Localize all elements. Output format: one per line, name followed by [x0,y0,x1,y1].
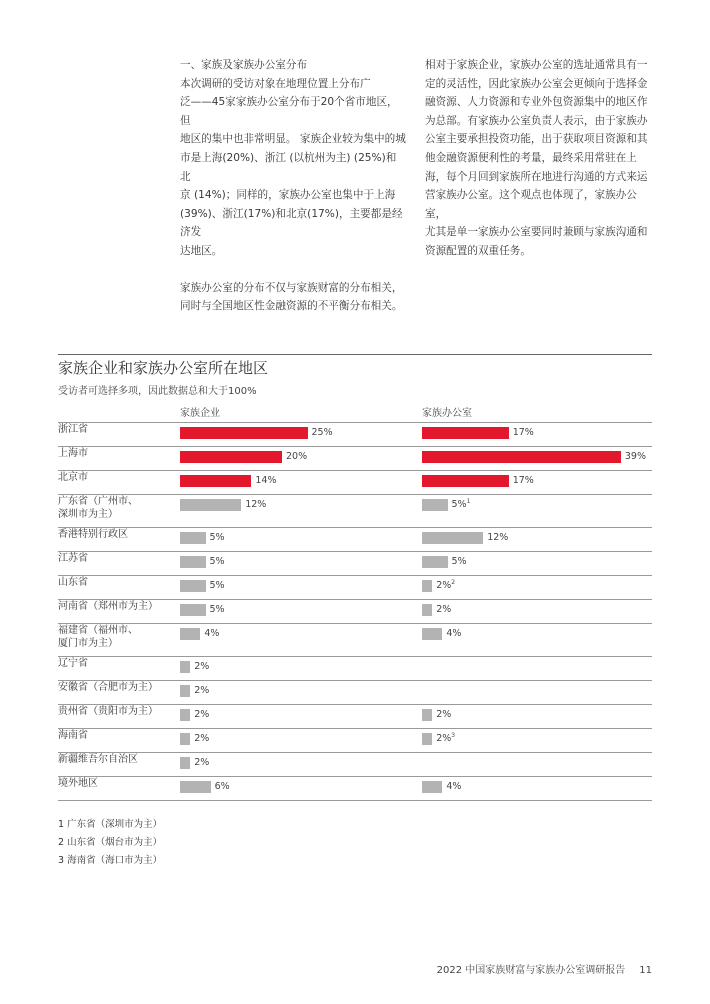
bar-family-office [422,709,432,721]
bar-family-business [180,580,206,592]
value-text: 2% [194,757,210,768]
value-label-family-business [215,781,230,793]
bar-family-business [180,685,190,697]
intro-left-column [180,56,406,316]
category-label: 境外地区 [58,778,98,789]
chart-row [58,575,652,599]
bar-family-business [180,709,190,721]
value-label-family-business [245,499,266,511]
series-header-family-office: 家族办公室 [422,408,472,419]
category-label: 山东省 [58,577,88,588]
bar-family-business [180,781,211,793]
value-text: 12% [245,499,267,510]
footnote-marker: 2 [451,579,456,586]
category-label: 江苏省 [58,553,88,564]
value-text: 5% [209,604,225,615]
value-text: 39% [624,451,647,462]
value-text: 5% [451,556,467,567]
chart-row [58,422,652,446]
category-label: 新疆维吾尔自治区 [58,754,138,765]
bar-family-business [180,475,251,487]
chart-row [58,527,652,551]
bar-family-business [180,556,206,568]
value-text: 4% [204,628,220,639]
value-text: 6% [214,781,230,792]
category-label: 上海市 [58,448,88,459]
footer-title: 2022 中国家族财富与家族办公室调研报告 [436,965,626,976]
intro-paragraph-3: 相对于家族企业，家族办公室的选址通常具有一 定的灵活性，因此家族办公室会更倾向于选择金 融资源、人力资源和专业外包资源集中的地区作 为总部。有家族办公室负责人表示，由于家族办 公室主要承担投资功能，出于获取项目资源和其 他金融资源便利性的考量，最终采用常驻在上 海，每个月回到家族所在地进行沟通的方式来运 营家族办公室。这个观点也体现了，家族办公室， 尤其是单一家族办公室要同时兼顾与家族沟通和 资源配置的双重任务。 [425,59,648,257]
chart-row [58,752,652,776]
value-label-family-office [625,451,646,463]
value-label-family-business [210,580,225,592]
value-label-family-office [436,604,451,616]
page-footer [437,961,652,976]
chart-row [58,470,652,494]
intro-paragraph-1: 本次调研的受访对象在地理位置上分布广 泛——45家家族办公室分布于20个省市地区，但 地区的集中也非常明显。 家族企业较为集中的城 市是上海(20%)、浙江 (以杭州为主) (25%)和北 京 (14%)；同样的，家族办公室也集中于上海 (39%)、浙江(17%)和北京(17%)，主要都是经济发 达地区。 [180,77,406,257]
value-text: 4% [446,628,462,639]
value-label-family-business [255,475,276,487]
chart-row [58,776,652,801]
value-text: 12% [487,532,509,543]
bar-family-office [422,451,621,463]
value-text: 2% [194,661,210,672]
footnotes [58,816,162,870]
bar-family-office [422,628,442,640]
chart-row [58,551,652,575]
value-text: 2% [436,733,452,744]
value-label-family-office [446,628,461,640]
footnote-1: 1 广东省（深圳市为主） [58,819,163,830]
value-text: 5% [209,532,225,543]
section-heading: 一、家族及家族办公室分布 [180,59,308,71]
value-label-family-business [210,532,225,544]
chart-column-headers [58,404,652,422]
value-label-family-business [286,451,307,463]
chart-rows [58,422,652,801]
chart-row [58,623,652,656]
category-label: 河南省（郑州市为主） [58,601,158,612]
category-label: 福建省（福州市、 厦门市为主） [58,625,138,649]
value-label-family-business [194,661,209,673]
value-label-family-office [446,781,461,793]
chart-subtitle: 受访者可选择多项，因此数据总和大于100% [58,386,257,397]
value-text: 17% [512,427,534,438]
page-number: 11 [639,965,652,976]
value-text: 5% [209,556,225,567]
value-label-family-business [204,628,219,640]
value-label-family-office [452,556,467,568]
category-label: 浙江省 [58,424,88,435]
bar-family-business [180,661,190,673]
category-label: 北京市 [58,472,88,483]
bar-family-office [422,475,509,487]
intro-right-column [425,56,653,261]
category-label: 安徽省（合肥市为主） [58,682,158,693]
bar-family-office [422,580,432,592]
bar-family-office [422,781,442,793]
value-label-family-office [452,499,471,511]
value-label-family-office [436,709,451,721]
value-label-family-business [194,757,209,769]
value-label-family-business [194,733,209,745]
chart-row [58,599,652,623]
value-text: 2% [436,604,452,615]
chart-row [58,704,652,728]
value-text: 2% [436,580,452,591]
value-label-family-business [312,427,333,439]
bar-family-business [180,604,206,616]
value-text: 14% [255,475,277,486]
value-text: 25% [311,427,333,438]
value-label-family-business [210,604,225,616]
bar-family-office [422,733,432,745]
footnote-marker: 3 [451,732,456,739]
bar-family-business [180,733,190,745]
value-text: 4% [446,781,462,792]
value-text: 17% [512,475,534,486]
value-label-family-business [210,556,225,568]
value-label-family-business [194,685,209,697]
bar-family-office [422,556,448,568]
chart-title: 家族企业和家族办公室所在地区 [58,354,652,379]
chart-row [58,680,652,704]
chart-row [58,656,652,680]
value-label-family-office [436,580,455,592]
value-label-family-office [513,475,534,487]
value-text: 2% [194,685,210,696]
category-label: 广东省（广州市、 深圳市为主） [58,496,138,520]
footnote-marker: 1 [466,498,471,505]
bar-family-office [422,604,432,616]
value-label-family-office [513,427,534,439]
footnote-3: 3 海南省（海口市为主） [58,855,163,866]
value-text: 2% [194,733,210,744]
chart-row [58,446,652,470]
bar-family-business [180,628,200,640]
value-text: 5% [451,499,467,510]
bar-family-business [180,532,206,544]
series-header-family-business: 家族企业 [180,408,220,419]
bar-family-office [422,499,448,511]
value-text: 2% [436,709,452,720]
category-label: 辽宁省 [58,658,88,669]
value-text: 20% [286,451,308,462]
value-text: 5% [209,580,225,591]
value-label-family-office [487,532,508,544]
category-label: 海南省 [58,730,88,741]
category-label: 香港特别行政区 [58,529,128,540]
bar-family-business [180,499,241,511]
region-bar-chart [58,354,652,801]
bar-family-business [180,757,190,769]
value-text: 2% [194,709,210,720]
bar-family-office [422,532,483,544]
footnote-2: 2 山东省（烟台市为主） [58,837,163,848]
intro-paragraph-2: 家族办公室的分布不仅与家族财富的分布相关， 同时与全国地区性金融资源的不平衡分布相关。 [180,281,403,313]
value-label-family-business [194,709,209,721]
bar-family-business [180,451,282,463]
category-label: 贵州省（贵阳市为主） [58,706,158,717]
value-label-family-office [436,733,455,745]
chart-row [58,728,652,752]
bar-family-office [422,427,509,439]
chart-row [58,494,652,527]
bar-family-business [180,427,308,439]
